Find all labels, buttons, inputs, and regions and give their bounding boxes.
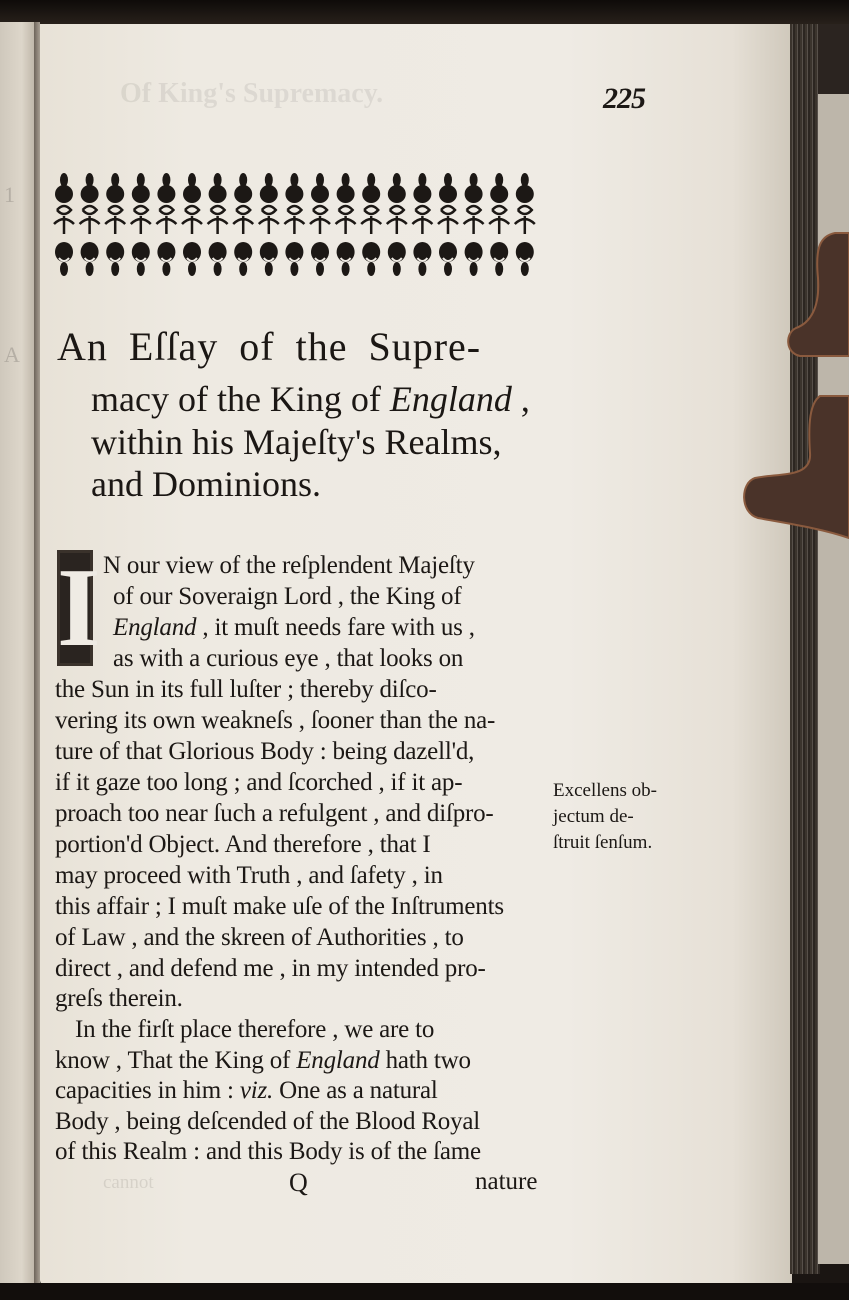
body-line-8: if it gaze too long ; and ſcorched , if it ap- [55,769,463,796]
essay-title-line-4: and Dominions. [91,464,321,504]
bleed-mark: A [4,342,20,367]
italic-england: England [113,614,197,641]
body-line-12: this affair ; I muſt make uſe of the Inſtruments [55,893,504,920]
title-italic-england: England [389,379,512,419]
body-line-1: N our view of the reſplendent Majeſty [103,552,475,579]
title-text: macy of the King of [91,379,390,419]
body-line-19: Body , being deſcended of the Blood Royal [55,1108,481,1135]
essay-title-line-3: within his Majeſty's Realms, [91,422,502,462]
body-line-11: may proceed with Truth , and ſafety , in [55,862,443,889]
body-line-17 [55,1047,471,1075]
body-text: hath two [379,1047,471,1074]
catchword: nature [475,1168,538,1195]
body-text: One as a natural [273,1077,438,1104]
marginal-note-line-2: jectum de- [553,806,634,827]
body-line-7: ture of that Glorious Body : being dazell'd, [55,738,475,765]
page-fore-edge [790,24,820,1274]
body-line-9: proach too near ſuch a refulgent , and diſpro- [55,800,494,827]
bleed-mark: 1 [4,182,15,207]
essay-title-line-2 [91,378,530,420]
top-background [0,0,849,26]
body-line-13: of Law , and the skreen of Authorities , to [55,924,464,951]
body-line-10: portion'd Object. And therefore , that I [55,831,431,858]
running-head-bleed-through: Of King's Supremacy. [120,78,384,109]
ornament-band-icon [52,172,540,280]
marginal-note-line-1: Excellens ob- [553,780,657,801]
marginal-note-line-3: ſtruit ſenſum. [553,832,653,853]
signature-mark: Q [289,1168,308,1197]
bottom-background [0,1283,849,1300]
body-text: know , That the King of [55,1047,297,1074]
body-line-18 [55,1077,438,1105]
body-line-3 [113,614,475,642]
body-line-6: vering its own weakneſs , ſooner than the na- [55,707,496,734]
italic-viz: viz. [239,1077,274,1104]
book-cover-shadow [818,24,849,94]
body-line-15: greſs therein. [55,985,183,1012]
body-line-5: the Sun in its full luſter ; thereby diſco- [55,676,437,703]
title-punctuation: , [511,379,530,419]
body-line-4: as with a curious eye , that looks on [113,645,464,672]
left-facing-page-edge [0,22,36,1284]
body-line-20: of this Realm : and this Body is of the ſame [55,1138,481,1165]
body-text: capacities in him : [55,1077,240,1104]
metal-clasp-icon [740,228,849,548]
essay-title-line-1: An Eſſay of the Supre- [57,324,482,369]
drop-cap-initial: I [57,546,101,670]
body-line-16: In the firſt place therefore , we are to [75,1016,435,1043]
body-line-2: of our Soveraign Lord , the King of [113,583,462,610]
page-number: 225 [603,82,645,115]
body-line-14: direct , and defend me , in my intended pro- [55,955,486,982]
body-text: , it muſt needs fare with us , [196,614,475,641]
italic-england: England [296,1047,380,1074]
bleed-through-text: cannot [103,1172,154,1193]
book-cover-edge [818,24,849,1264]
